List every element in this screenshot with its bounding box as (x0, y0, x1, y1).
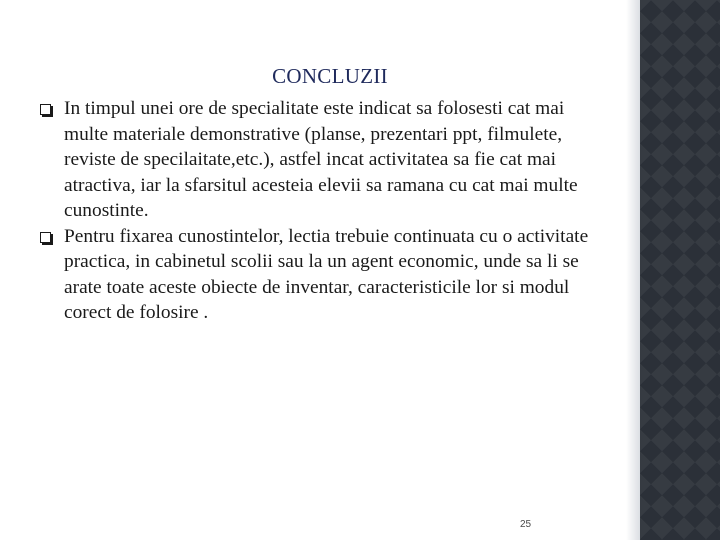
slide-title: CONCLUZII (272, 64, 388, 88)
bullet-list (40, 96, 600, 326)
bullet-item (40, 96, 600, 224)
page-number: 25 (520, 519, 532, 530)
side-panel-edge (626, 0, 640, 540)
decorative-side-panel (640, 0, 720, 540)
bullet-text: Pentru fixarea cunostintelor, lectia trebuie continuata cu o activitate practica, in cabinetul scolii sau la un agent economic, unde sa li se arate toate aceste obiecte de inventar, caracteristicile lor si modul corect de folosire . (64, 225, 589, 323)
square-bullet-icon (40, 104, 51, 115)
square-bullet-icon (40, 232, 51, 243)
bullet-text: In timpul unei ore de specialitate este indicat sa folosesti cat mai multe materiale demonstrative (planse, prezentari ppt, filmulete, reviste de specilaitate,etc.), astfel incat activitatea sa fie cat mai atractiva, iar la sfarsitul acesteia elevii sa ramana cu cat mai multe cunostinte. (64, 98, 578, 221)
bullet-item (40, 224, 600, 326)
